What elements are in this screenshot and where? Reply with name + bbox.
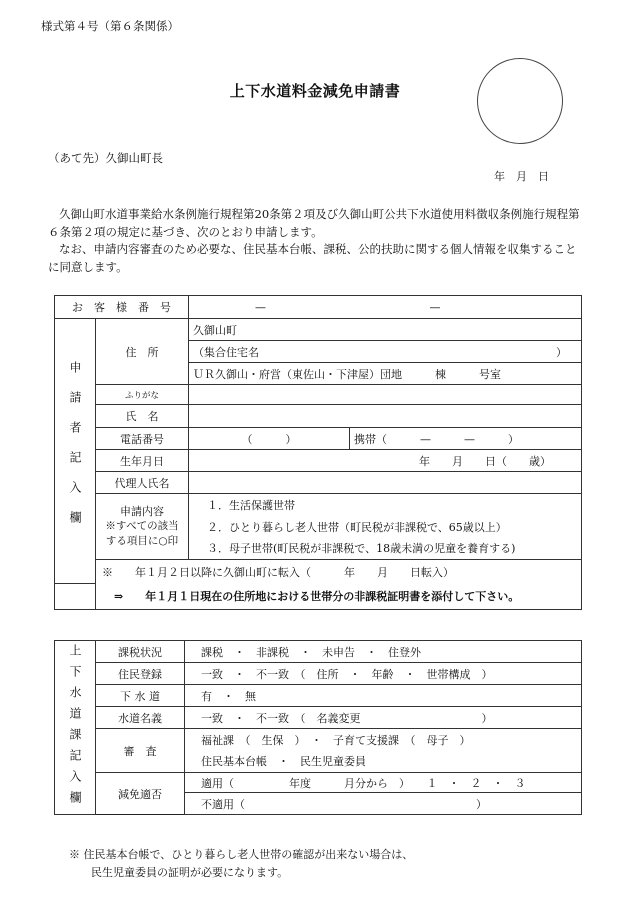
address-line-3[interactable]: ＵＲ久御山・府営（東佐山・下津屋）団地 棟 号室 [189, 363, 582, 385]
furigana-label: ふりがな [96, 385, 189, 405]
customer-number-field[interactable] [189, 296, 582, 319]
request-label: 申請内容 ※すべての該当 する項目に○印 [96, 494, 189, 560]
exemption-label: 減免適否 [96, 773, 185, 815]
address-label: 住 所 [96, 319, 189, 385]
review-line-1[interactable]: 福祉課 （ 生保 ） ・ 子育て支援課 （ 母子 ） [185, 729, 582, 751]
customer-number-sep-1: — [255, 300, 266, 314]
option-3[interactable]: ３．母子世帯(町民税が非課税で、18歳未満の児童を養育する) [189, 538, 582, 560]
row-label: 課税状況 [96, 641, 185, 663]
water-name-field[interactable]: 一致 ・ 不一致 （ 名義変更 ） [185, 707, 582, 729]
stamp-circle [477, 58, 563, 144]
name-label: 氏 名 [96, 405, 189, 428]
option-1[interactable]: １．生活保護世帯 [189, 494, 582, 516]
row-label: 住民登録 [96, 663, 185, 685]
footer-note-line-2: 民生児童委員の証明が必要になります。 [91, 866, 289, 879]
intro-paragraph-2: なお、申請内容審査のため必要な、住民基本台帳、課税、公的扶助に関する個人情報を収集することに同意します。 [48, 242, 577, 274]
registration-field[interactable]: 一致 ・ 不一致 （ 住所 ・ 年齢 ・ 世帯構成 ） [185, 663, 582, 685]
intro-text [48, 206, 583, 276]
address-line-1[interactable]: 久御山町 [189, 319, 582, 341]
applicant-table [54, 295, 582, 610]
footer-note [69, 846, 413, 882]
phone-label: 電話番号 [96, 428, 189, 450]
furigana-field[interactable] [189, 385, 582, 405]
phone-field[interactable]: （ ） [189, 428, 350, 450]
mobile-field[interactable]: 携帯（ — — ） [350, 428, 582, 450]
proxy-label: 代理人氏名 [96, 472, 189, 494]
address-line-2[interactable]: （集合住宅名 ） [189, 341, 582, 363]
birth-label: 生年月日 [96, 450, 189, 472]
form-number: 様式第４号（第６条関係） [41, 19, 179, 33]
tax-status-field[interactable]: 課税 ・ 非課税 ・ 未申告 ・ 住登外 [185, 641, 582, 663]
move-in-note: ※ 年１月２日以降に久御山町に転入（ 年 月 日転入） [96, 560, 582, 584]
proxy-field[interactable] [189, 472, 582, 494]
intro-paragraph-1: 久御山町水道事業給水条例施行規程第20条第２項及び久御山町公共下水道使用料徴収条例施行規程第６条第２項の規定に基づき、次のとおり申請します。 [48, 207, 580, 239]
attachment-note: ⇒ 年１月１日現在の住所地における世帯分の非課税証明書を添付して下さい。 [96, 584, 582, 610]
birth-field[interactable]: 年 月 日（ 歳） [189, 450, 582, 472]
customer-number-label: お 客 様 番 号 [55, 296, 189, 319]
footer-note-line-1: ※ 住民基本台帳で、ひとり暮らし老人世帯の確認が出来ない場合は、 [69, 848, 414, 861]
applicant-section-label: 申請者記入欄 [55, 319, 96, 584]
exemption-not-apply[interactable]: 不適用（ ） [185, 793, 582, 815]
option-2[interactable]: ２．ひとり暮らし老人世帯（町民税が非課税で、65歳以上） [189, 516, 582, 538]
review-label: 審 査 [96, 729, 185, 773]
exemption-apply[interactable]: 適用（ 年度 月分から ） １ ・ ２ ・ ３ [185, 773, 582, 793]
page-title: 上下水道料金減免申請書 [229, 82, 401, 100]
name-field[interactable] [189, 405, 582, 428]
date-line: 年 月 日 [494, 170, 549, 183]
review-line-2[interactable]: 住民基本台帳 ・ 民生児童委員 [185, 751, 582, 773]
sewer-field[interactable]: 有 ・ 無 [185, 685, 582, 707]
row-label: 下 水 道 [96, 685, 185, 707]
addressee: （あて先）久御山町長 [48, 151, 163, 165]
water-section-table [54, 640, 582, 815]
water-section-label: 上下水道課記入欄 [55, 641, 96, 815]
customer-number-sep-2: — [429, 300, 441, 314]
row-label: 水道名義 [96, 707, 185, 729]
